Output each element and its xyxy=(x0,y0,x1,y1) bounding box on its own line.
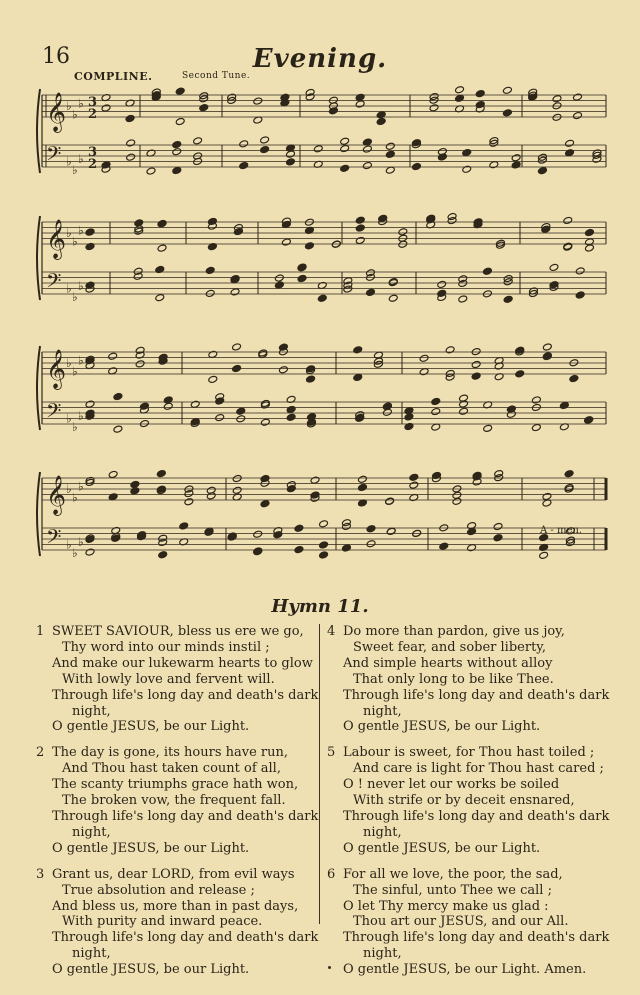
note-head xyxy=(274,274,284,282)
note-head xyxy=(353,373,363,381)
note-head xyxy=(376,117,386,125)
note-head xyxy=(475,90,485,98)
verse-3 xyxy=(36,867,326,978)
verse-line: O gentle JESUS, be our Light. xyxy=(52,719,250,735)
verse-line: O gentle JESUS, be our Light. xyxy=(52,840,250,856)
verse-line: That only long to be like Thee. xyxy=(353,671,554,687)
verse-number: 1 xyxy=(36,624,45,639)
bass-clef: 𝄢 xyxy=(46,525,62,553)
verse-1 xyxy=(36,624,326,735)
verse-number: 3 xyxy=(36,866,45,882)
note-head xyxy=(459,407,469,415)
note-head xyxy=(310,491,320,499)
note-head xyxy=(172,166,182,174)
flat-sign: ♭ xyxy=(66,226,72,240)
note-head xyxy=(232,343,242,351)
note-head xyxy=(135,360,145,368)
verse-number: 4 xyxy=(327,624,336,639)
note-head xyxy=(564,470,574,478)
verse-line: Grant us, dear LORD, from evil ways xyxy=(52,866,295,882)
verse-line: And make our lukewarm hearts to glow xyxy=(52,655,313,671)
flat-sign: ♭ xyxy=(78,223,84,238)
verse-line: Through life's long day and death's dark xyxy=(343,687,610,703)
note-head xyxy=(445,346,455,354)
note-head xyxy=(565,139,575,147)
note-head xyxy=(340,137,350,145)
note-head xyxy=(130,480,140,488)
system-brace xyxy=(37,472,40,556)
note-head xyxy=(172,141,182,149)
verse-number: 2 xyxy=(36,745,45,761)
note-head xyxy=(429,93,439,101)
note-head xyxy=(230,288,240,296)
verse-line: Thou art our JESUS, and our All. xyxy=(353,914,569,930)
flat-sign: ♭ xyxy=(72,107,78,122)
note-head xyxy=(343,285,353,293)
note-head xyxy=(155,294,165,302)
verse-line: And care is light for Thou hast cared ; xyxy=(353,761,604,777)
treble-clef: 𝄞 xyxy=(46,219,67,259)
verse-line: night, xyxy=(72,703,111,719)
note-head xyxy=(319,520,329,528)
flat-sign: ♭ xyxy=(78,353,84,368)
note-head xyxy=(317,294,327,302)
note-head xyxy=(429,104,439,112)
verse-line: Labour is sweet, for Thou hast toiled ; xyxy=(343,745,595,761)
note-head xyxy=(409,481,419,489)
flat-sign: ♭ xyxy=(72,289,78,304)
note-head xyxy=(462,165,472,173)
note-head xyxy=(483,267,493,275)
note-head xyxy=(340,144,350,152)
note-head xyxy=(101,104,111,112)
note-head xyxy=(175,87,185,95)
verse-line: With purity and inward peace. xyxy=(62,914,263,930)
note-head xyxy=(439,542,449,550)
note-head xyxy=(85,400,95,408)
system-brace xyxy=(37,89,40,173)
note-head xyxy=(378,214,388,222)
note-head xyxy=(355,224,365,232)
time-signature: 2 xyxy=(88,157,98,172)
note-head xyxy=(358,475,368,483)
note-head xyxy=(542,343,552,351)
note-head xyxy=(573,93,583,101)
note-head xyxy=(471,360,481,368)
treble-clef: 𝄞 xyxy=(46,475,67,515)
flat-sign: ♭ xyxy=(66,154,72,169)
note-head xyxy=(215,414,225,422)
note-head xyxy=(205,266,215,274)
note-head xyxy=(175,117,185,125)
note-head xyxy=(493,522,503,530)
verse-2 xyxy=(36,745,326,856)
note-head xyxy=(286,405,296,413)
note-head xyxy=(584,416,594,424)
verse-line: The sinful, unto Thee we call ; xyxy=(353,882,552,898)
tune-name: COMPLINE. xyxy=(74,70,153,83)
note-head xyxy=(313,145,323,153)
verse-line: Through life's long day and death's dark xyxy=(52,687,319,703)
note-head xyxy=(294,524,304,532)
note-head xyxy=(126,153,136,161)
note-head xyxy=(539,551,549,559)
note-head xyxy=(294,546,304,554)
note-head xyxy=(542,492,552,500)
note-head xyxy=(362,145,372,153)
note-head xyxy=(358,483,368,491)
verse-line: O gentle JESUS, be our Light. Amen. xyxy=(343,962,587,978)
note-head xyxy=(471,372,481,380)
note-head xyxy=(342,544,352,552)
note-head xyxy=(388,294,398,302)
note-head xyxy=(319,551,329,559)
time-signature: 2 xyxy=(88,107,98,122)
note-head xyxy=(179,522,189,530)
flat-sign: ♭ xyxy=(72,490,78,505)
note-head xyxy=(366,525,376,533)
verse-line: The broken vow, the frequent fall. xyxy=(62,793,286,809)
note-head xyxy=(559,401,569,409)
verse-line: And Thou hast taken count of all, xyxy=(62,761,281,777)
note-head xyxy=(279,366,289,374)
flat-sign: ♭ xyxy=(78,479,84,494)
note-head xyxy=(253,530,263,538)
verse-line: Do more than pardon, give us joy, xyxy=(343,624,565,639)
note-head xyxy=(184,498,194,506)
verse-line: night, xyxy=(363,946,402,962)
note-head xyxy=(404,413,414,421)
verse-line: Through life's long day and death's dark xyxy=(52,808,319,824)
note-head xyxy=(305,242,315,250)
note-head xyxy=(310,476,320,484)
note-head xyxy=(462,149,472,157)
note-head xyxy=(199,104,209,112)
note-head xyxy=(253,97,263,105)
flat-sign: ♭ xyxy=(66,99,72,113)
note-head xyxy=(232,474,242,482)
note-head xyxy=(409,473,419,481)
note-head xyxy=(297,274,307,282)
verse-line: O gentle JESUS, be our Light. xyxy=(343,840,541,856)
bass-clef: 𝄢 xyxy=(46,142,62,170)
note-head xyxy=(531,423,541,431)
treble-clef: 𝄞 xyxy=(46,92,67,132)
note-head xyxy=(158,551,168,559)
verse-line: Thy word into our minds instil ; xyxy=(62,639,270,655)
note-head xyxy=(412,162,422,170)
verse-line: O gentle JESUS, be our Light. xyxy=(52,962,250,978)
note-head xyxy=(538,167,548,175)
verse-line: And simple hearts without alloy xyxy=(343,655,553,671)
page-number: 16 xyxy=(42,44,70,69)
note-head xyxy=(431,407,441,415)
note-head xyxy=(306,375,316,383)
note-head xyxy=(281,238,291,246)
note-head xyxy=(163,396,173,404)
note-head xyxy=(431,397,441,405)
note-head xyxy=(575,291,585,299)
note-head xyxy=(260,136,270,144)
verse-line: night, xyxy=(72,824,111,840)
system-brace xyxy=(37,346,40,430)
note-head xyxy=(140,420,150,428)
note-head xyxy=(113,425,123,433)
verse-line: Through life's long day and death's dark xyxy=(52,930,319,946)
note-head xyxy=(113,392,123,400)
note-head xyxy=(585,238,595,246)
verses-left-column xyxy=(36,624,326,988)
flat-sign: ♭ xyxy=(72,162,78,177)
verse-line: SWEET SAVIOUR, bless us ere we go, xyxy=(52,624,304,639)
verse-line: True absolution and release ; xyxy=(62,882,255,898)
verse-line: night, xyxy=(363,824,402,840)
note-head xyxy=(208,375,218,383)
flat-sign: ♭ xyxy=(78,96,84,111)
note-head xyxy=(552,95,562,103)
note-head xyxy=(458,295,468,303)
note-head xyxy=(569,374,579,382)
note-head xyxy=(260,418,270,426)
note-head xyxy=(503,295,513,303)
note-head xyxy=(172,148,182,156)
verse-line: night, xyxy=(363,703,402,719)
verse-line: And bless us, more than in past days, xyxy=(52,898,299,914)
note-head xyxy=(563,216,573,224)
flat-sign: ♭ xyxy=(66,281,72,296)
note-head xyxy=(531,396,541,404)
note-head xyxy=(157,244,167,252)
note-head xyxy=(366,540,376,548)
note-head xyxy=(511,161,521,169)
note-head xyxy=(419,354,429,362)
note-head xyxy=(286,158,296,166)
flat-sign: ♭ xyxy=(78,278,84,293)
verse-line: O gentle JESUS, be our Light. xyxy=(343,719,541,735)
verses-right-column xyxy=(327,624,617,988)
note-head xyxy=(355,236,365,244)
note-head xyxy=(353,346,363,354)
flat-sign: ♭ xyxy=(72,419,78,434)
note-head xyxy=(437,280,447,288)
note-head xyxy=(239,140,249,148)
verse-line: The scanty triumphs grace hath won, xyxy=(52,777,299,793)
tune-subtitle: Second Tune. xyxy=(182,71,251,81)
bass-clef: 𝄢 xyxy=(46,269,62,297)
time-signature: 3 xyxy=(88,145,98,160)
note-head xyxy=(493,534,503,542)
note-head xyxy=(503,86,513,94)
page-title: Evening. xyxy=(252,44,388,74)
note-head xyxy=(232,364,242,372)
note-head xyxy=(585,228,595,236)
note-head xyxy=(130,487,140,495)
note-head xyxy=(125,114,135,122)
flat-sign: ♭ xyxy=(72,234,78,249)
note-head xyxy=(260,146,270,154)
verse-line: With strife or by deceit ensnared, xyxy=(353,793,575,809)
verse-line: O let Thy mercy make us glad : xyxy=(343,898,549,914)
flat-sign: ♭ xyxy=(78,534,84,549)
verse-line: Through life's long day and death's dark xyxy=(343,808,610,824)
note-head xyxy=(503,109,513,117)
note-head xyxy=(205,289,215,297)
note-head xyxy=(126,139,136,147)
verse-line: With lowly love and fervent will. xyxy=(62,671,275,687)
note-head xyxy=(108,470,118,478)
note-head xyxy=(236,407,246,415)
verse-number: 5 xyxy=(327,745,336,761)
note-head xyxy=(232,486,242,494)
note-head xyxy=(108,352,118,360)
verse-4 xyxy=(327,624,617,735)
treble-clef: 𝄞 xyxy=(46,349,67,389)
flat-sign: ♭ xyxy=(72,364,78,379)
note-head xyxy=(355,100,365,108)
note-head xyxy=(511,154,521,162)
note-head xyxy=(549,263,559,271)
note-head xyxy=(385,142,395,150)
verse-number: 6 xyxy=(327,866,336,882)
note-head xyxy=(515,370,525,378)
note-head xyxy=(573,112,583,120)
note-head xyxy=(146,167,156,175)
flat-sign: ♭ xyxy=(66,537,72,552)
note-head xyxy=(366,288,376,296)
note-head xyxy=(376,111,386,119)
note-head xyxy=(362,162,372,170)
verse-6 xyxy=(327,867,617,978)
note-head xyxy=(239,161,249,169)
flat-sign: ♭ xyxy=(66,356,72,370)
note-head xyxy=(398,228,408,236)
note-head xyxy=(385,150,395,158)
note-head xyxy=(274,281,284,289)
note-head xyxy=(575,267,585,275)
verse-5 xyxy=(327,745,617,856)
note-head xyxy=(340,164,350,172)
amen-label: A - men. xyxy=(540,525,582,536)
verse-line: O ! never let our works be soiled xyxy=(343,777,560,793)
time-signature: 3 xyxy=(88,95,98,110)
bass-clef: 𝄢 xyxy=(46,399,62,427)
verse-line: For all we love, the poor, the sad, xyxy=(343,866,563,882)
note-head xyxy=(193,137,203,145)
verse-line: night, xyxy=(72,946,111,962)
note-head xyxy=(85,548,95,556)
note-head xyxy=(355,216,365,224)
flat-sign: ♭ xyxy=(78,408,84,423)
flat-sign: ♭ xyxy=(66,482,72,496)
verse-line: Through life's long day and death's dark xyxy=(343,930,610,946)
flat-sign: ♭ xyxy=(66,411,72,426)
note-head xyxy=(156,470,166,478)
system-brace xyxy=(37,216,40,300)
hymn-title: Hymn 11. xyxy=(271,596,369,617)
note-head xyxy=(483,424,493,432)
note-head xyxy=(319,541,329,549)
note-head xyxy=(342,522,352,530)
note-head xyxy=(260,500,270,508)
note-head xyxy=(286,150,296,158)
note-head xyxy=(455,86,465,94)
verse-line: Sweet fear, and sober liberty, xyxy=(353,639,547,655)
flat-sign: ♭ xyxy=(72,545,78,560)
flat-sign: ♭ xyxy=(78,151,84,166)
page-dot xyxy=(328,966,331,969)
note-head xyxy=(286,413,296,421)
note-head xyxy=(455,94,465,102)
verse-line: The day is gone, its hours have run, xyxy=(52,745,289,761)
